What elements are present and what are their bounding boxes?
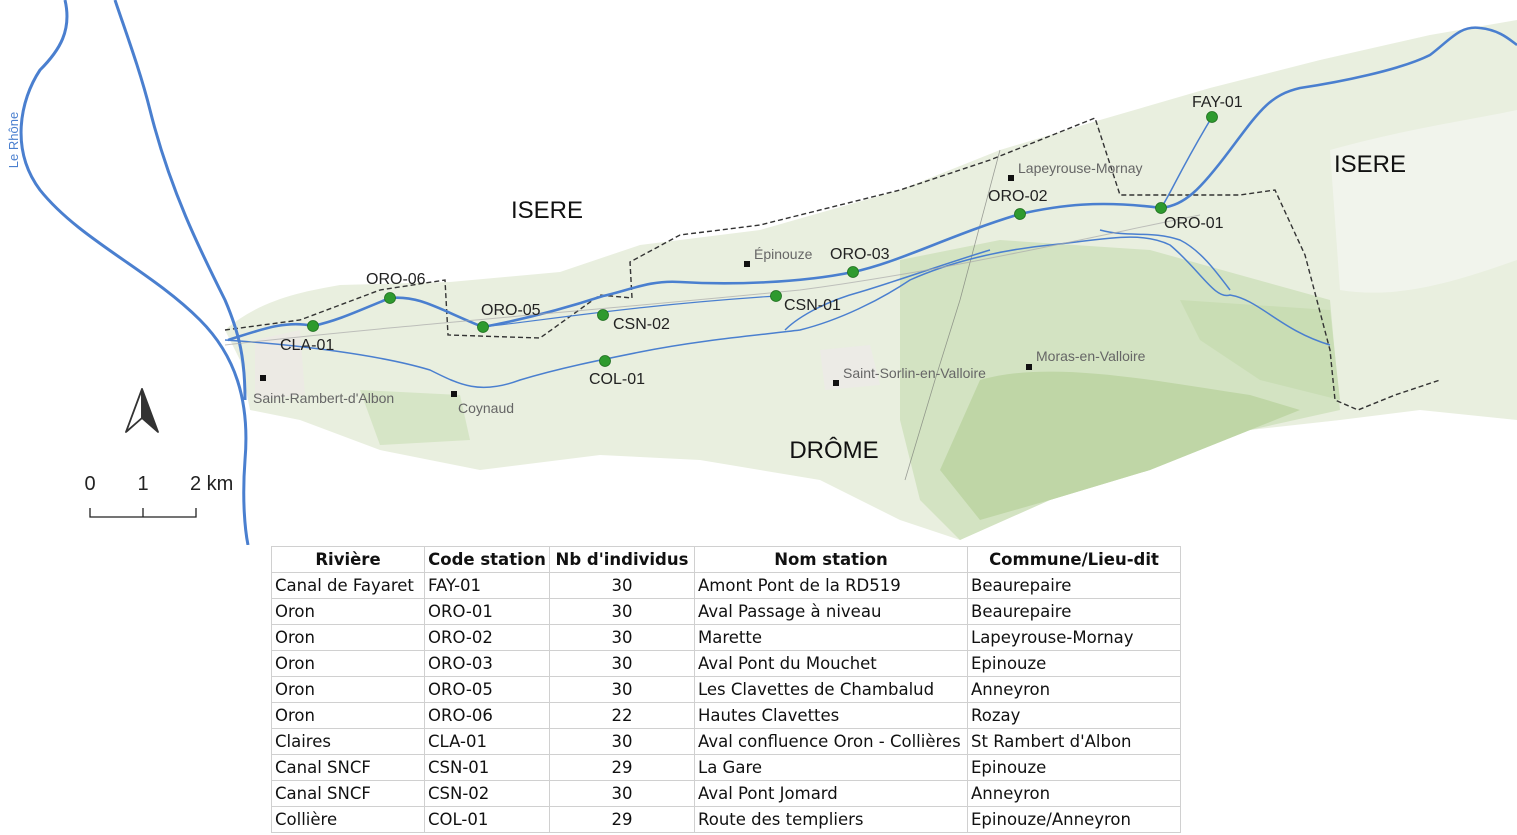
- cell-code: ORO-05: [425, 677, 550, 703]
- rhone-river: [21, 0, 248, 545]
- station-marker-oro05: [478, 322, 489, 333]
- cell-code: COL-01: [425, 807, 550, 833]
- cell-code: ORO-06: [425, 703, 550, 729]
- table-body: [272, 573, 1181, 833]
- station-marker-cla01: [308, 321, 319, 332]
- station-label-oro01: ORO-01: [1164, 215, 1224, 232]
- cell-riviere: Claires: [272, 729, 425, 755]
- cell-commune: Epinouze: [968, 755, 1181, 781]
- cell-commune: Epinouze/Anneyron: [968, 807, 1181, 833]
- cell-nb: 30: [550, 729, 695, 755]
- table-row: [272, 729, 1181, 755]
- town-label-saint-sorlin: Saint-Sorlin-en-Valloire: [843, 365, 986, 381]
- cell-nom: Hautes Clavettes: [695, 703, 968, 729]
- col-header-riviere: Rivière: [272, 547, 425, 573]
- table-row: [272, 807, 1181, 833]
- table-row: [272, 625, 1181, 651]
- cell-code: ORO-03: [425, 651, 550, 677]
- station-label-csn01: CSN-01: [784, 297, 841, 314]
- town-label-lapeyrouse: Lapeyrouse-Mornay: [1018, 160, 1143, 176]
- cell-riviere: Collière: [272, 807, 425, 833]
- region-label-drome: DRÔME: [789, 437, 879, 464]
- col-header-commune: Commune/Lieu-dit: [968, 547, 1181, 573]
- cell-commune: Lapeyrouse-Mornay: [968, 625, 1181, 651]
- table-row: [272, 651, 1181, 677]
- cell-commune: Epinouze: [968, 651, 1181, 677]
- stations-table: [271, 546, 1181, 833]
- region-label-isere-right: ISERE: [1333, 151, 1407, 178]
- cell-nb: 29: [550, 807, 695, 833]
- station-label-col01: COL-01: [589, 371, 646, 388]
- table-row: [272, 599, 1181, 625]
- cell-riviere: Canal de Fayaret: [272, 573, 425, 599]
- col-header-code: Code station: [425, 547, 550, 573]
- cell-nb: 30: [550, 573, 695, 599]
- cell-nb: 30: [550, 781, 695, 807]
- cell-commune: Beaurepaire: [968, 599, 1181, 625]
- cell-nom: La Gare: [695, 755, 968, 781]
- cell-nom: Route des templiers: [695, 807, 968, 833]
- town-label-coynaud: Coynaud: [458, 400, 515, 416]
- table-row: [272, 677, 1181, 703]
- cell-nb: 30: [550, 651, 695, 677]
- table-row: [272, 573, 1181, 599]
- cell-riviere: Canal SNCF: [272, 781, 425, 807]
- cell-commune: Beaurepaire: [968, 573, 1181, 599]
- town-label-saint-rambert: Saint-Rambert-d'Albon: [253, 390, 395, 406]
- station-label-oro06: ORO-06: [366, 271, 426, 288]
- station-marker-oro06: [385, 293, 396, 304]
- station-label-fay01: FAY-01: [1192, 94, 1243, 111]
- col-header-nb: Nb d'individus: [550, 547, 695, 573]
- cell-riviere: Oron: [272, 625, 425, 651]
- cell-code: ORO-01: [425, 599, 550, 625]
- table-row: [272, 755, 1181, 781]
- station-marker-oro03: [848, 267, 859, 278]
- scale-tick-2: 2 km: [190, 473, 234, 495]
- col-header-nom: Nom station: [695, 547, 968, 573]
- cell-code: CLA-01: [425, 729, 550, 755]
- cell-nb: 29: [550, 755, 695, 781]
- cell-nom: Marette: [695, 625, 968, 651]
- town-label-epinouze: Épinouze: [754, 246, 813, 262]
- station-marker-oro02: [1015, 209, 1026, 220]
- station-label-csn02: CSN-02: [613, 316, 670, 333]
- cell-riviere: Oron: [272, 703, 425, 729]
- cell-nom: Aval Pont Jomard: [695, 781, 968, 807]
- table-row: [272, 781, 1181, 807]
- station-label-oro03: ORO-03: [830, 246, 890, 263]
- table-header-row: [272, 547, 1181, 573]
- station-marker-csn02: [598, 310, 609, 321]
- cell-commune: Anneyron: [968, 781, 1181, 807]
- cell-riviere: Oron: [272, 599, 425, 625]
- cell-nom: Amont Pont de la RD519: [695, 573, 968, 599]
- scale-bar: [84, 473, 233, 517]
- cell-code: CSN-01: [425, 755, 550, 781]
- cell-riviere: Oron: [272, 651, 425, 677]
- station-marker-csn01: [771, 291, 782, 302]
- cell-commune: St Rambert d'Albon: [968, 729, 1181, 755]
- station-label-oro05: ORO-05: [481, 302, 541, 319]
- cell-nb: 22: [550, 703, 695, 729]
- cell-nom: Aval Passage à niveau: [695, 599, 968, 625]
- station-marker-oro01: [1156, 203, 1167, 214]
- cell-nom: Aval Pont du Mouchet: [695, 651, 968, 677]
- scale-tick-1: 1: [137, 473, 149, 495]
- cell-nb: 30: [550, 599, 695, 625]
- rhone-river-label: Le Rhône: [6, 111, 21, 169]
- cell-code: CSN-02: [425, 781, 550, 807]
- cell-nb: 30: [550, 677, 695, 703]
- station-marker-fay01: [1207, 112, 1218, 123]
- region-label-isere-center: ISERE: [510, 197, 584, 224]
- town-label-moras: Moras-en-Valloire: [1036, 348, 1146, 364]
- north-arrow-icon: [126, 389, 158, 432]
- station-label-cla01: CLA-01: [280, 337, 335, 354]
- cell-nb: 30: [550, 625, 695, 651]
- cell-commune: Anneyron: [968, 677, 1181, 703]
- table-row: [272, 703, 1181, 729]
- cell-nom: Aval confluence Oron - Collières: [695, 729, 968, 755]
- cell-riviere: Oron: [272, 677, 425, 703]
- station-marker-col01: [600, 356, 611, 367]
- cell-nom: Les Clavettes de Chambalud: [695, 677, 968, 703]
- cell-riviere: Canal SNCF: [272, 755, 425, 781]
- cell-code: ORO-02: [425, 625, 550, 651]
- cell-code: FAY-01: [425, 573, 550, 599]
- station-label-oro02: ORO-02: [988, 188, 1048, 205]
- scale-tick-0: 0: [84, 473, 96, 495]
- cell-commune: Rozay: [968, 703, 1181, 729]
